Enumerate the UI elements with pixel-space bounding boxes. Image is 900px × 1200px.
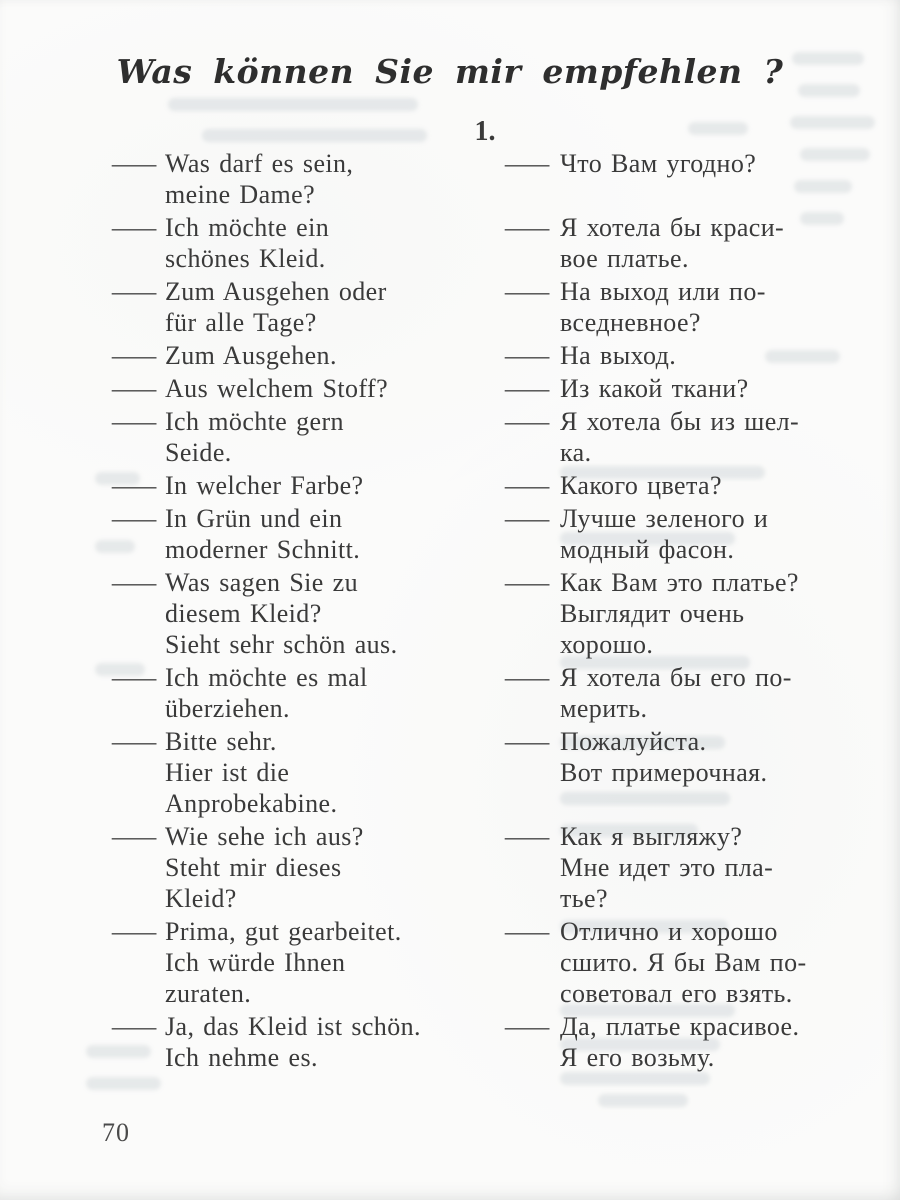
dialogue-dash: — [112, 727, 157, 756]
dialogue-dash: — [112, 822, 157, 851]
german-text: Prima, gut gearbeitet. Ich würde Ihnen zuraten. [165, 917, 402, 1008]
german-text: Was sagen Sie zu diesem Kleid? Sieht sehr schön aus. [165, 568, 398, 659]
dialogue-table [112, 148, 878, 1075]
german-cell [112, 340, 505, 371]
dialogue-dash: — [112, 149, 157, 178]
dialogue-dash: — [505, 149, 550, 178]
dialogue-row [112, 406, 878, 468]
german-cell [112, 212, 505, 274]
dialogue-dash: — [505, 822, 550, 851]
russian-text: Я хотела бы краси- вое платье. [560, 213, 785, 273]
german-text: Aus welchem Stoff? [165, 374, 389, 403]
german-cell [112, 821, 505, 914]
dialogue-row [112, 662, 878, 724]
dialogue-dash: — [112, 568, 157, 597]
russian-cell [505, 406, 878, 468]
russian-cell [505, 276, 878, 338]
russian-text: Как Вам это платье? Выглядит очень хорошо. [560, 568, 799, 659]
german-cell [112, 406, 505, 468]
german-cell [112, 567, 505, 660]
german-text: In welcher Farbe? [165, 471, 364, 500]
russian-cell [505, 916, 878, 1009]
dialogue-dash: — [505, 374, 550, 403]
russian-cell [505, 470, 878, 501]
russian-text: Какого цвета? [560, 471, 722, 500]
german-text: Was darf es sein, meine Dame? [165, 149, 354, 209]
bleedthrough-smudge [168, 98, 418, 111]
dialogue-dash: — [505, 504, 550, 533]
dialogue-dash: — [112, 471, 157, 500]
bleedthrough-smudge [86, 1077, 161, 1090]
dialogue-dash: — [112, 504, 157, 533]
german-text: Bitte sehr. Hier ist die Anprobekabine. [165, 727, 338, 818]
german-text: Wie sehe ich aus? Steht mir dieses Kleid? [165, 822, 364, 913]
dialogue-dash: — [112, 213, 157, 242]
dialogue-dash: — [505, 1012, 550, 1041]
dialogue-dash: — [112, 917, 157, 946]
page-number: 70 [102, 1118, 130, 1147]
german-cell [112, 276, 505, 338]
russian-text: Отлично и хорошо сшито. Я бы Вам по- советовал его взять. [560, 917, 807, 1008]
dialogue-dash: — [505, 727, 550, 756]
german-text: Ich möchte ein schönes Kleid. [165, 213, 330, 273]
page-title: Was können Sie mir empfehlen ? [116, 52, 784, 91]
russian-text: Лучше зеленого и модный фасон. [560, 504, 769, 564]
dialogue-dash: — [505, 917, 550, 946]
russian-text: Я хотела бы его по- мерить. [560, 663, 792, 723]
russian-text: Да, платье красивое. Я его возьму. [560, 1012, 800, 1072]
dialogue-row [112, 726, 878, 819]
dialogue-row [112, 373, 878, 404]
russian-cell [505, 567, 878, 660]
russian-cell [505, 212, 878, 274]
dialogue-row [112, 470, 878, 501]
russian-text: На выход или по- вседневное? [560, 277, 766, 337]
dialogue-dash: — [112, 1012, 157, 1041]
german-cell [112, 470, 505, 501]
dialogue-dash: — [505, 407, 550, 436]
dialogue-row [112, 567, 878, 660]
dialogue-dash: — [112, 277, 157, 306]
german-cell [112, 916, 505, 1009]
russian-cell [505, 148, 878, 179]
bleedthrough-smudge [598, 1094, 688, 1107]
german-text: Ich möchte es mal überziehen. [165, 663, 368, 723]
german-text: Zum Ausgehen. [165, 341, 337, 370]
dialogue-row [112, 916, 878, 1009]
russian-text: Как я выгляжу? Мне идет это пла- тье? [560, 822, 774, 913]
russian-cell [505, 373, 878, 404]
dialogue-dash: — [505, 277, 550, 306]
russian-cell [505, 662, 878, 724]
dialogue-dash: — [505, 471, 550, 500]
dialogue-row [112, 503, 878, 565]
dialogue-dash: — [505, 663, 550, 692]
dialogue-dash: — [112, 341, 157, 370]
russian-text: На выход. [560, 341, 677, 370]
dialogue-row [112, 1011, 878, 1073]
russian-text: Пожалуйста. Вот примерочная. [560, 727, 768, 787]
dialogue-dash: — [505, 341, 550, 370]
german-cell [112, 373, 505, 404]
russian-text: Из какой ткани? [560, 374, 749, 403]
dialogue-dash: — [505, 568, 550, 597]
dialogue-dash: — [112, 407, 157, 436]
german-cell [112, 1011, 505, 1073]
dialogue-dash: — [505, 213, 550, 242]
german-text: Ich möchte gern Seide. [165, 407, 344, 467]
german-cell [112, 148, 505, 210]
dialogue-row [112, 276, 878, 338]
dialogue-row [112, 212, 878, 274]
dialogue-dash: — [112, 374, 157, 403]
dialogue-dash: — [112, 663, 157, 692]
russian-text: Что Вам угодно? [560, 149, 757, 178]
section-number: 1. [474, 116, 496, 147]
german-text: Zum Ausgehen oder für alle Tage? [165, 277, 387, 337]
russian-cell [505, 821, 878, 914]
german-text: Ja, das Kleid ist schön. Ich nehme es. [165, 1012, 421, 1072]
russian-cell [505, 726, 878, 788]
russian-cell [505, 340, 878, 371]
russian-text: Я хотела бы из шел- ка. [560, 407, 800, 467]
german-cell [112, 726, 505, 819]
german-text: In Grün und ein moderner Schnitt. [165, 504, 361, 564]
german-cell [112, 662, 505, 724]
german-cell [112, 503, 505, 565]
russian-cell [505, 503, 878, 565]
dialogue-row [112, 340, 878, 371]
dialogue-row [112, 821, 878, 914]
dialogue-row [112, 148, 878, 210]
russian-cell [505, 1011, 878, 1073]
